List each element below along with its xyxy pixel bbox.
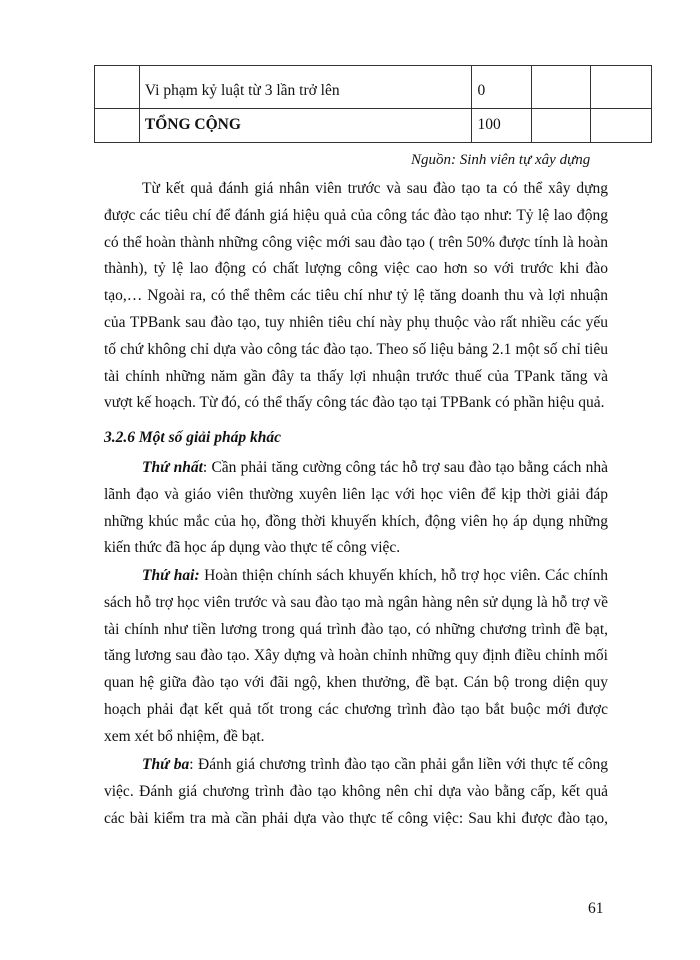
table-row-total [95,109,652,143]
page-number: 61 [588,900,604,917]
text-line: hoạch phải đạt kết quả tốt trong các chương trình đào tạo bắt buộc mới được [104,700,608,718]
text-line [104,563,608,590]
text-line [104,455,608,482]
text-line: tạo,… Ngoài ra, có thể thêm các tiêu chí như tỷ lệ tăng doanh thu và lợi nhuận [104,287,608,305]
paragraph-solution-third [104,752,608,832]
text-line: quan hệ giữa đào tạo với đãi ngộ, khen thưởng, đề bạt. Cán bộ trong diện quy [104,674,608,692]
table-cell-empty [590,66,651,109]
evaluation-table [94,65,652,143]
text-line: sách hỗ trợ học viên trước và sau đào tạo mà ngân hàng nên sử dụng là hỗ trợ về [104,593,608,611]
table-cell-empty [531,66,590,109]
table-cell-criterion: Vi phạm kỷ luật từ 3 lần trở lên [139,66,472,109]
text-line: các bài kiểm tra mà cần phải dựa vào thực tế công việc: Sau khi được đào tạo, [104,809,608,827]
table-cell-value: 0 [472,66,531,109]
text-line: việc. Đánh giá chương trình đào tạo không nên chỉ dựa vào bằng cấp, kết quả [104,782,608,800]
text-run: Hoàn thiện chính sách khuyến khích, hỗ trợ học viên. Các chính [199,567,608,584]
text-line: những khúc mắc của họ, đồng thời khuyến khích, động viên họ áp dụng những [104,512,608,530]
table-row [95,66,652,109]
paragraph-solution-first [104,455,608,562]
table-cell-stt [95,109,140,143]
text-line: tố chứ không chỉ dựa vào công tác đào tạo. Theo số liệu bảng 2.1 một số chỉ tiêu [104,340,608,358]
text-line: được các tiêu chí để đánh giá hiệu quả của công tác đào tạo như: Tỷ lệ lao động [104,206,608,224]
text-line: tài chính như tiền lương trong quá trình đào tạo, có những chương trình đề bạt, [104,620,608,638]
text-line [104,752,608,779]
paragraph-solution-second [104,563,608,751]
text-line: của TPBank sau đào tạo, tuy nhiên tiêu chí này phụ thuộc vào rất nhiều các yếu [104,313,608,331]
lead-term-first: Thứ nhất [142,459,203,476]
lead-term-third: Thứ ba [142,756,190,773]
table-cell-total-value: 100 [472,109,531,143]
text-run: : Đánh giá chương trình đào tạo cần phải gắn liền với thực tế công [189,756,609,773]
text-line: tăng lương sau đào tạo. Xây dựng và hoàn chỉnh những quy định điều chỉnh mối [104,647,608,665]
text-line: kiến thức đã học áp dụng vào thực tế công việc. [104,539,401,557]
text-line: tài chính những năm gần đây ta thấy lợi nhuận trước thuế của TPank tăng và [104,367,608,385]
text-line: có thể hoàn thành những công việc mới sau đào tạo ( trên 50% được tính là hoàn [104,233,608,251]
lead-term-second: Thứ hai: [142,567,200,584]
table-cell-empty [590,109,651,143]
text-line: Từ kết quả đánh giá nhân viên trước và sau đào tạo ta có thể xây dựng [142,180,608,197]
table-cell-empty [531,109,590,143]
text-line: lãnh đạo và giáo viên thường xuyên liên lạc với học viên để kịp thời giải đáp [104,485,608,503]
table-cell-total-label: TỔNG CỘNG [139,109,472,143]
text-line: thành), tỷ lệ lao động có chất lượng công việc cao hơn so với trước khi đào [104,260,608,278]
table-cell-stt [95,66,140,109]
table-source-note: Nguồn: Sinh viên tự xây dựng [411,152,591,168]
text-line: xem xét bổ nhiệm, đề bạt. [104,727,265,745]
paragraph-evaluation-criteria [104,176,608,417]
text-run: : Cần phải tăng cường công tác hỗ trợ sau đào tạo bằng cách nhà [202,459,609,476]
text-line: vượt kế hoạch. Từ đó, có thể thấy công tác đào tạo tại TPBank có phần hiệu quả. [104,394,605,412]
section-heading: 3.2.6 Một số giải pháp khác [104,429,281,446]
